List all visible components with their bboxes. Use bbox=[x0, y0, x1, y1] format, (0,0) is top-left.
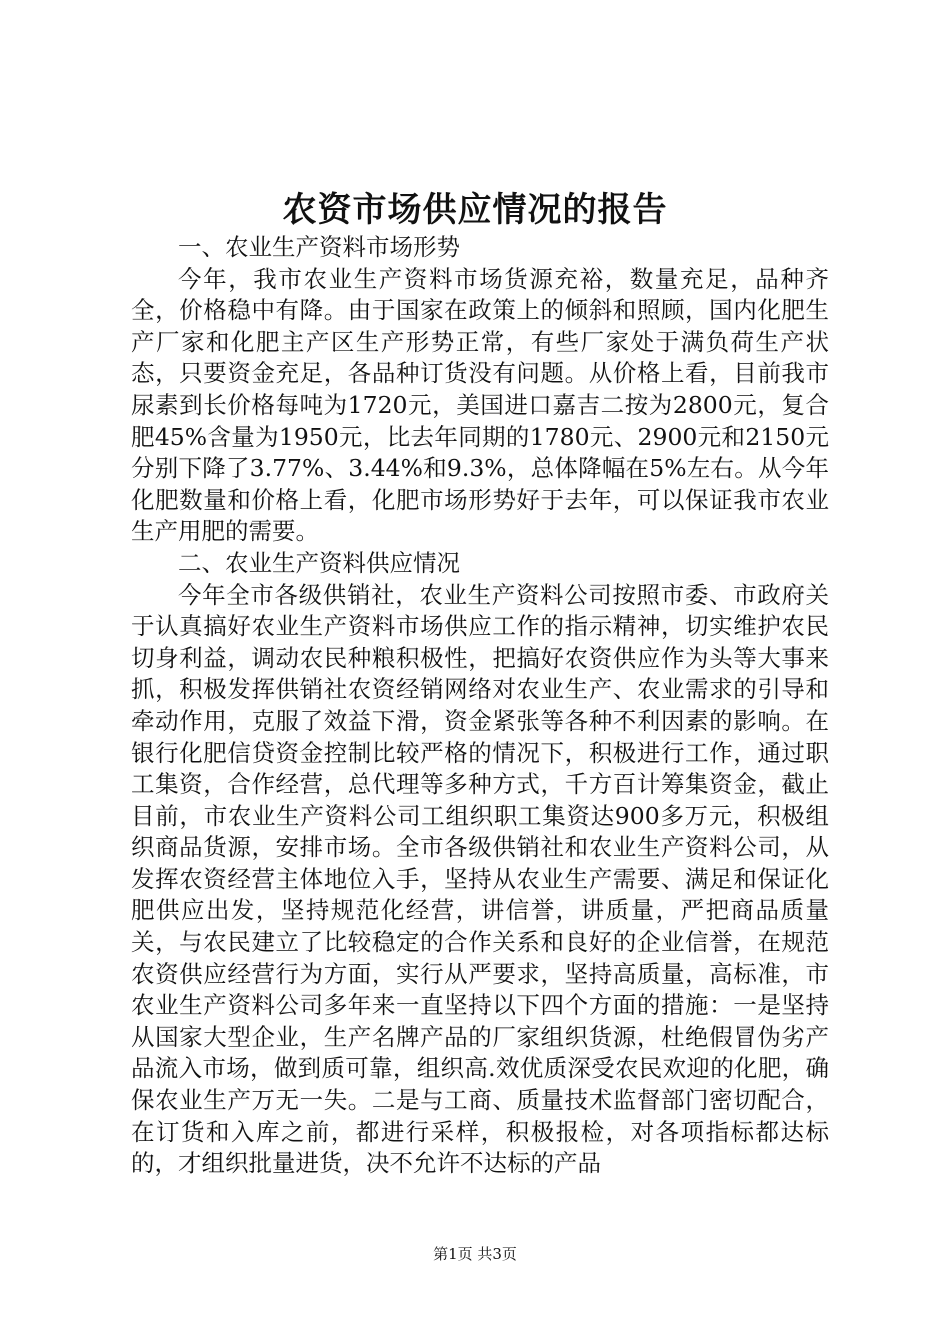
paragraph-supply-situation: 今年全市各级供销社，农业生产资料公司按照市委、市政府关于认真搞好农业生产资料市场供应工作的指示精神，切实维护农民切身利益，调动农民种粮积极性，把搞好农资供应作为头等大事来抓，积极发挥供销社农资经销网络对农业生产、农业需求的引导和牵动作用，克服了效益下滑，资金紧张等各种不利因素的影响。在银行化肥信贷资金控制比较严格的情况下，积极进行工作，通过职工集资，合作经营，总代理等多种方式，千方百计筹集资金，截止目前，市农业生产资料公司工组织职工集资达900多万元，积极组织商品货源，安排市场。全市各级供销社和农业生产资料公司，从发挥农资经营主体地位入手，坚持从农业生产需要、满足和保证化肥供应出发，坚持规范化经营，讲信誉，讲质量，严把商品质量关，与农民建立了比较稳定的合作关系和良好的企业信誉，在规范农资供应经营行为方面，实行从严要求，坚持高质量，高标准，市农业生产资料公司多年来一直坚持以下四个方面的措施：一是坚持从国家大型企业，生产名牌产品的厂家组织货源，杜绝假冒伪劣产品流入市场，做到质可靠，组织高.效优质深受农民欢迎的化肥，确保农业生产万无一失。二是与工商、质量技术监督部门密切配合，在订货和入库之前，都进行采样，积极报检，对各项指标都达标的，才组织批量进货，决不允许不达标的产品 bbox=[131, 580, 829, 1178]
section-heading-1: 一、农业生产资料市场形势 bbox=[178, 233, 460, 261]
document-title: 农资市场供应情况的报告 bbox=[282, 190, 668, 230]
document-body bbox=[131, 232, 829, 1180]
paragraph-market-situation: 今年，我市农业生产资料市场货源充裕，数量充足，品种齐全，价格稳中有降。由于国家在政策上的倾斜和照顾，国内化肥生产厂家和化肥主产区生产形势正常，有些厂家处于满负荷生产状态，只要资金充足，各品种订货没有问题。从价格上看，目前我市尿素到长价格每吨为1720元，美国进口嘉吉二按为2800元，复合肥45%含量为1950元，比去年同期的1780元、2900元和2150元分别下降了3.77%、3.44%和9.3%，总体降幅在5%左右。从今年化肥数量和价格上看，化肥市场形势好于去年，可以保证我市农业生产用肥的需要。 bbox=[131, 264, 829, 546]
section-heading-2: 二、农业生产资料供应情况 bbox=[178, 548, 460, 577]
page-footer: 第1页 共3页 bbox=[433, 1245, 517, 1263]
